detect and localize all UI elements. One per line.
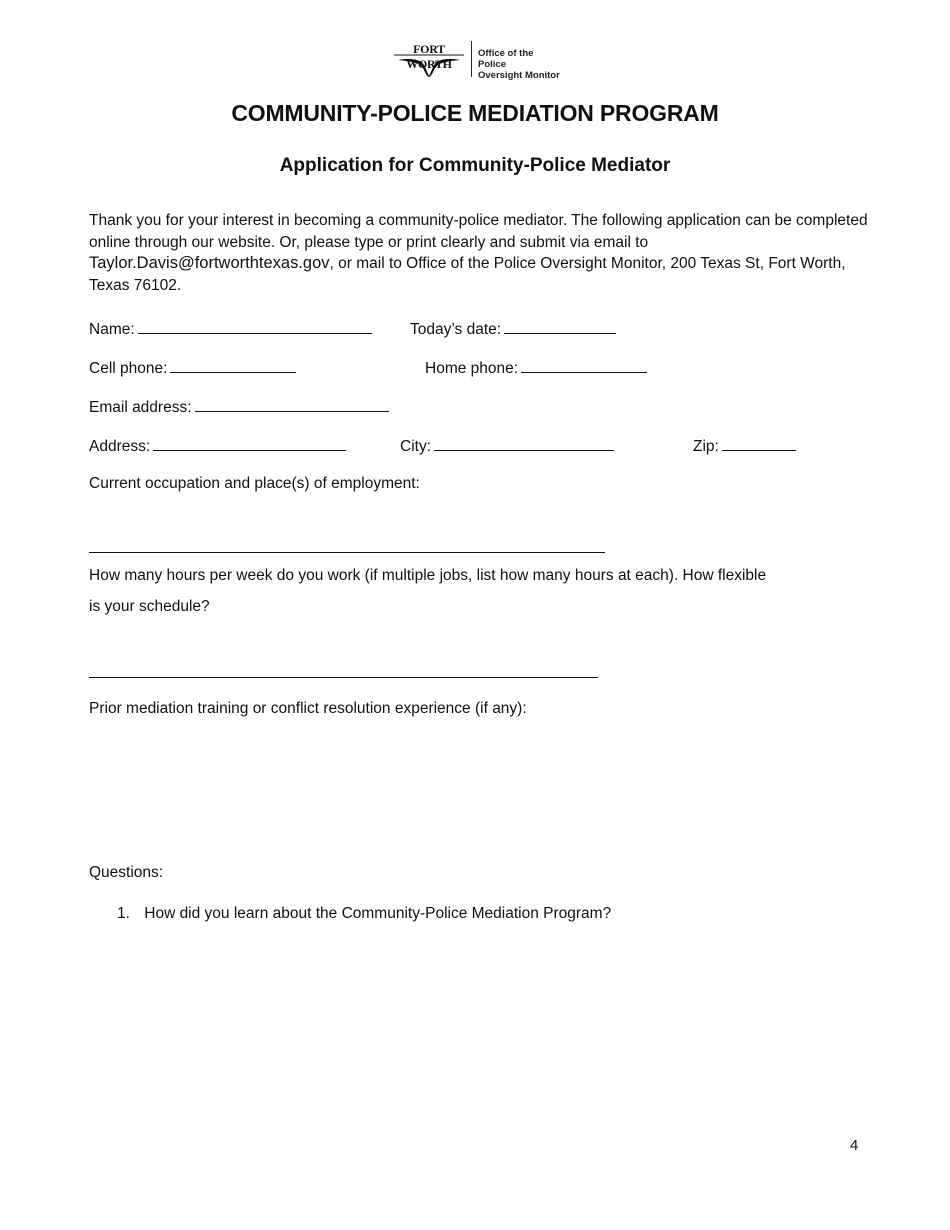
intro-paragraph (89, 210, 869, 296)
occupation-input-line[interactable] (89, 552, 605, 553)
intro-text: Thank you for your interest in becoming a community-police mediator. The following application can be completed online through our website. Or, please type or print clearly and submit via email to (89, 212, 868, 251)
occupation-label: Current occupation and place(s) of employment: (89, 475, 420, 492)
experience-label: Prior mediation training or conflict resolution experience (if any): (89, 700, 527, 717)
cell-phone-field (89, 358, 296, 378)
zip-field (693, 436, 796, 456)
question-item (117, 905, 611, 923)
logo-office-name: Office of the Police Oversight Monitor (478, 48, 560, 81)
question-number: 1. (117, 905, 130, 922)
name-label: Name: (89, 321, 135, 338)
longhorn-icon (392, 40, 466, 78)
city-label: City: (400, 438, 431, 455)
page-title: COMMUNITY-POLICE MEDIATION PROGRAM (231, 100, 719, 126)
name-input-line[interactable] (138, 319, 372, 334)
cell-phone-label: Cell phone: (89, 360, 168, 377)
question-text: How did you learn about the Community-Police Mediation Program? (144, 905, 612, 922)
email-label: Email address: (89, 399, 192, 416)
todays-date-input-line[interactable] (504, 319, 616, 334)
contact-email-link[interactable]: Taylor.Davis@fortworthtexas.gov (89, 254, 330, 272)
address-field (89, 436, 346, 456)
city-field (400, 436, 614, 456)
questions-heading: Questions: (89, 864, 164, 881)
city-input-line[interactable] (434, 436, 614, 451)
fort-worth-logo (392, 40, 562, 80)
email-input-line[interactable] (195, 397, 389, 412)
todays-date-field (410, 319, 616, 339)
home-phone-input-line[interactable] (521, 358, 647, 373)
address-label: Address: (89, 438, 151, 455)
zip-label: Zip: (693, 438, 719, 455)
hours-label-line1: How many hours per week do you work (if multiple jobs, list how many hours at each). How flexible (89, 567, 767, 584)
email-field (89, 397, 389, 417)
logo-wordmark: FORT WORTH (406, 42, 452, 71)
todays-date-label: Today’s date: (410, 321, 502, 338)
home-phone-field (425, 358, 647, 378)
cell-phone-input-line[interactable] (170, 358, 296, 373)
page-number: 4 (850, 1137, 859, 1154)
hours-label-line2: is your schedule? (89, 598, 210, 615)
home-phone-label: Home phone: (425, 360, 519, 377)
zip-input-line[interactable] (722, 436, 796, 451)
name-field (89, 319, 372, 339)
page-subtitle: Application for Community-Police Mediator (279, 155, 671, 176)
address-input-line[interactable] (153, 436, 346, 451)
intro-mail-text: , or mail to Office of the Police Oversight Monitor, 200 Texas St, Fort Worth, Texas 76102. (89, 255, 846, 294)
hours-input-line[interactable] (89, 677, 598, 678)
logo-divider (471, 41, 472, 77)
